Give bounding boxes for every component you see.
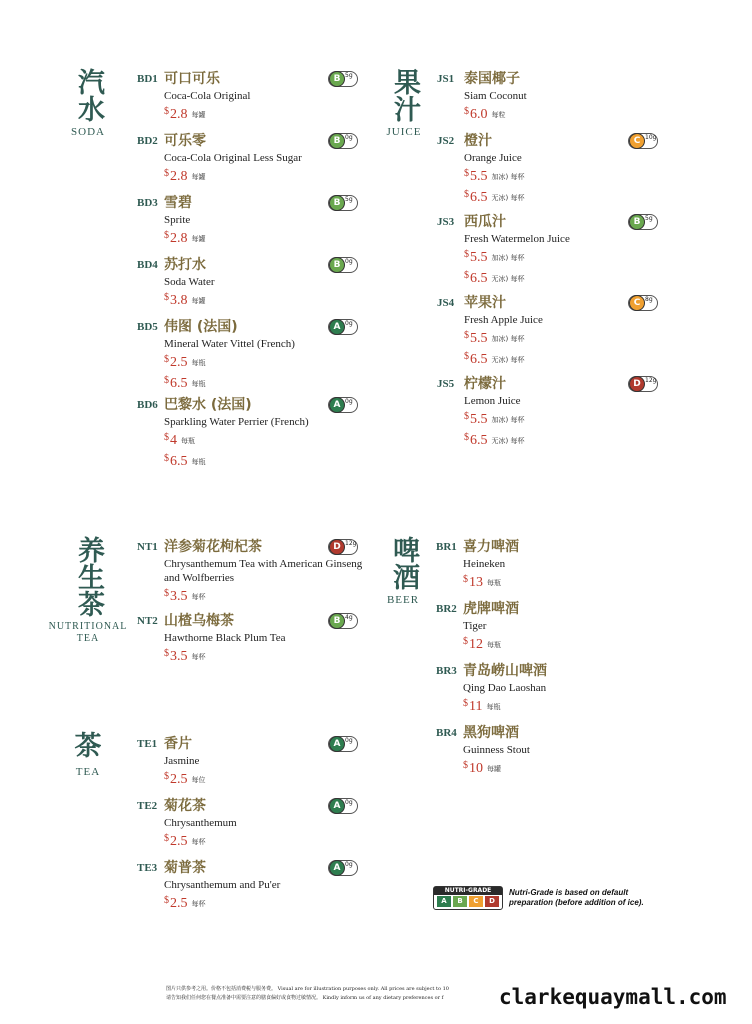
item-cn-name: 苏打水	[164, 257, 206, 273]
section-en: BEER	[386, 594, 420, 606]
nutri-grade-letter: B	[629, 214, 645, 230]
currency-symbol: $	[463, 636, 468, 647]
price-amount: 2.5	[170, 355, 188, 370]
item-cn-name: 雪碧	[164, 195, 192, 211]
price-amount: 2.8	[170, 169, 188, 184]
nutri-grade-badge	[328, 71, 358, 87]
sugar-grams: 12g	[645, 377, 657, 384]
disclaimer-line-2: 请告知我们任何您在餐点准备中需要注意的膳食偏好或食物过敏情况。 Kindly inform us of any dietary preferences or f	[166, 995, 444, 1001]
nutri-grade-letter: C	[629, 295, 645, 311]
price-amount: 6.0	[470, 107, 488, 122]
item-code: BR1	[436, 541, 457, 553]
currency-symbol: $	[164, 895, 169, 906]
price-line	[464, 246, 679, 267]
item-en-name: Coca-Cola Original	[164, 90, 251, 102]
nutri-grade-letter: A	[329, 736, 345, 752]
nutri-grade-letter: C	[629, 133, 645, 149]
item-en-name: Hawthorne Black Plum Tea	[164, 632, 286, 644]
price-note: 每罐	[191, 111, 206, 119]
price-amount: 2.5	[170, 772, 188, 787]
price-line	[164, 429, 379, 450]
item-code: BD6	[137, 399, 158, 411]
item-en-name: Qing Dao Laoshan	[463, 682, 547, 694]
section-en: SODA	[71, 126, 105, 138]
price-line	[164, 450, 379, 471]
item-en-name: Sprite	[164, 214, 191, 226]
item-cn-name: 香片	[164, 736, 192, 752]
item-cn-name: 伟图 (法国)	[164, 319, 238, 335]
price-note: 每杯	[191, 900, 206, 908]
item-code: BD2	[137, 135, 158, 147]
item-en-name: Guinness Stout	[463, 744, 530, 756]
price-note: 每瓶	[487, 579, 501, 587]
item-cn-name: 西瓜汁	[464, 214, 506, 230]
currency-symbol: $	[164, 648, 169, 659]
price-amount: 2.8	[170, 231, 188, 246]
item-en-name: Orange Juice	[464, 152, 522, 164]
price-line	[164, 645, 379, 666]
section-cn: 汽水	[73, 68, 104, 122]
price-amount: 6.5	[170, 376, 188, 391]
price-amount: 3.5	[170, 649, 188, 664]
currency-symbol: $	[464, 168, 469, 179]
nutri-grade-badge	[628, 214, 658, 230]
section-beer-title	[383, 536, 423, 606]
price-amount: 6.5	[470, 433, 488, 448]
currency-symbol: $	[464, 106, 469, 117]
item-cn-name: 苹果汁	[464, 295, 506, 311]
price-note: 每瓶	[487, 641, 501, 649]
disclaimer	[166, 985, 488, 1003]
price-amount: 3.8	[170, 293, 188, 308]
currency-symbol: $	[464, 330, 469, 341]
price-line	[463, 695, 678, 716]
price-line	[463, 571, 678, 592]
price-amount: 3.5	[170, 589, 188, 604]
item-cn-name: 菊花茶	[164, 798, 206, 814]
nutri-grade-letter: B	[329, 613, 345, 629]
nutri-grade-legend	[433, 886, 503, 910]
currency-symbol: $	[164, 292, 169, 303]
sugar-grams: 5g	[345, 196, 353, 203]
price-line	[164, 165, 379, 186]
item-en-name: Sparkling Water Perrier (French)	[164, 416, 309, 428]
price-line	[164, 768, 379, 789]
item-body	[463, 725, 678, 778]
nutri-grade-badge	[628, 295, 658, 311]
item-code: NT1	[137, 541, 158, 553]
item-code: BR2	[436, 603, 457, 615]
item-cn-name: 喜力啤酒	[463, 539, 519, 555]
section-en: NUTRITIONAL	[48, 621, 128, 632]
item-body	[463, 663, 678, 716]
sugar-grams: 0g	[345, 398, 353, 405]
nutri-grade-badge	[628, 133, 658, 149]
currency-symbol: $	[164, 106, 169, 117]
item-en-name: Fresh Apple Juice	[464, 314, 543, 326]
nutri-grade-letter: A	[329, 319, 345, 335]
price-note: 每杯	[191, 653, 206, 661]
legend-grade-d: D	[485, 896, 499, 907]
item-cn-name: 可乐零	[164, 133, 206, 149]
price-note: 无冰) 每杯	[491, 437, 525, 445]
price-note: 每罐	[487, 765, 501, 773]
sugar-grams: 0g	[345, 799, 353, 806]
price-note: 每罐	[191, 173, 206, 181]
price-note: 加冰) 每杯	[491, 173, 525, 181]
sugar-grams: 12g	[345, 540, 357, 547]
price-line	[464, 267, 679, 288]
currency-symbol: $	[164, 588, 169, 599]
item-cn-name: 柠檬汁	[464, 376, 506, 392]
section-en: TEA	[75, 766, 101, 778]
section-en: JUICE	[386, 126, 422, 138]
section-cn: 果汁	[389, 68, 420, 122]
item-cn-name: 可口可乐	[164, 71, 220, 87]
price-note: 加冰) 每杯	[491, 254, 525, 262]
item-code: JS5	[437, 378, 455, 390]
item-body	[464, 71, 679, 124]
price-note: 每罐	[191, 297, 206, 305]
item-cn-name: 菊普茶	[164, 860, 206, 876]
item-code: JS2	[437, 135, 455, 147]
currency-symbol: $	[464, 351, 469, 362]
item-code: BD4	[137, 259, 158, 271]
section-en: TEA	[76, 633, 100, 644]
price-note: 加冰) 每杯	[491, 416, 525, 424]
price-amount: 5.5	[470, 412, 488, 427]
nutri-grade-letter: A	[329, 397, 345, 413]
item-en-name: Chrysanthemum	[164, 817, 237, 829]
price-line	[463, 633, 678, 654]
price-amount: 5.5	[470, 331, 488, 346]
sugar-grams: 4g	[345, 614, 353, 621]
price-line	[464, 408, 679, 429]
nutri-grade-badge	[328, 257, 358, 273]
price-amount: 2.5	[170, 834, 188, 849]
nutri-grade-letter: A	[329, 798, 345, 814]
price-line	[464, 103, 679, 124]
price-note: 每杯	[191, 838, 206, 846]
sugar-grams: 0g	[345, 737, 353, 744]
price-line	[164, 830, 379, 851]
price-amount: 10	[469, 761, 483, 776]
section-cn: 养生茶	[73, 536, 104, 617]
item-en-name: Siam Coconut	[464, 90, 527, 102]
price-amount: 5.5	[470, 250, 488, 265]
price-line	[164, 103, 379, 124]
legend-header: NUTRI-GRADE	[434, 887, 502, 895]
price-amount: 6.5	[470, 271, 488, 286]
price-note: 加冰) 每杯	[491, 335, 525, 343]
price-line	[164, 289, 379, 310]
sugar-grams: 0g	[345, 320, 353, 327]
price-line	[464, 165, 679, 186]
price-amount: 2.5	[170, 896, 188, 911]
section-juice-title	[384, 68, 424, 138]
currency-symbol: $	[464, 411, 469, 422]
price-note: 每位	[191, 776, 206, 784]
currency-symbol: $	[164, 432, 169, 443]
item-cn-name: 青岛崂山啤酒	[463, 663, 547, 679]
nutri-grade-badge	[328, 798, 358, 814]
currency-symbol: $	[464, 432, 469, 443]
nutri-grade-letter: A	[329, 860, 345, 876]
item-en-name: Lemon Juice	[464, 395, 521, 407]
price-line	[164, 351, 379, 372]
currency-symbol: $	[464, 249, 469, 260]
item-code: BR3	[436, 665, 457, 677]
nutri-grade-letter: B	[329, 133, 345, 149]
item-code: TE3	[137, 862, 158, 874]
item-code: BR4	[436, 727, 457, 739]
item-code: BD5	[137, 321, 158, 333]
price-note: 每杯	[191, 593, 206, 601]
legend-grade-c: C	[469, 896, 483, 907]
currency-symbol: $	[463, 574, 468, 585]
price-amount: 6.5	[470, 190, 488, 205]
item-en-name: Jasmine	[164, 755, 200, 767]
sugar-grams: 0g	[345, 861, 353, 868]
item-en-name: Fresh Watermelon Juice	[464, 233, 570, 245]
price-line	[463, 757, 678, 778]
item-cn-name: 山楂乌梅茶	[164, 613, 234, 629]
item-cn-name: 洋参菊花枸杞茶	[164, 539, 262, 555]
item-en-name: Heineken	[463, 558, 506, 570]
item-en-name: Mineral Water Vittel (French)	[164, 338, 295, 350]
item-code: JS4	[437, 297, 455, 309]
nutri-grade-badge	[628, 376, 658, 392]
price-line	[464, 186, 679, 207]
price-amount: 2.8	[170, 107, 188, 122]
currency-symbol: $	[464, 270, 469, 281]
nutri-grade-badge	[328, 195, 358, 211]
price-note: 无冰) 每杯	[491, 275, 525, 283]
price-note: 无冰) 每杯	[491, 356, 525, 364]
item-en-name: Chrysanthemum and Pu'er	[164, 879, 281, 891]
sugar-grams: 10g	[645, 134, 657, 141]
nutri-grade-letter: D	[629, 376, 645, 392]
section-soda-title	[68, 68, 108, 138]
price-note: 每瓶	[181, 437, 195, 445]
price-line	[164, 585, 379, 606]
currency-symbol: $	[164, 168, 169, 179]
price-note: 每瓶	[191, 359, 206, 367]
price-note: 每瓶	[191, 458, 206, 466]
sugar-grams: 0g	[345, 134, 353, 141]
item-code: TE1	[137, 738, 158, 750]
nutri-grade-badge	[328, 539, 358, 555]
price-note: 每粒	[491, 111, 506, 119]
legend-note: Nutri-Grade is based on default preparation (before addition of ice).	[509, 888, 644, 907]
price-note: 每罐	[191, 235, 206, 243]
price-note: 每瓶	[486, 703, 501, 711]
section-tea-title	[68, 732, 108, 778]
price-line	[164, 227, 379, 248]
price-line	[164, 372, 379, 393]
item-cn-name: 虎牌啤酒	[463, 601, 519, 617]
item-code: NT2	[137, 615, 158, 627]
price-amount: 4	[170, 433, 177, 448]
legend-grade-a: A	[437, 896, 451, 907]
legend-grades	[434, 895, 502, 908]
nutri-grade-badge	[328, 397, 358, 413]
price-note: 每瓶	[191, 380, 206, 388]
section-cn: 啤酒	[388, 536, 419, 590]
item-code: TE2	[137, 800, 158, 812]
disclaimer-line-1: 图片只供参考之用。价格不包括消费税与服务费。 Visual are for illustration purposes only. All prices are subject to 10	[166, 986, 449, 992]
price-line	[464, 327, 679, 348]
currency-symbol: $	[463, 698, 468, 709]
sugar-grams: 8g	[645, 296, 653, 303]
nutri-grade-badge	[328, 613, 358, 629]
item-en-name: Soda Water	[164, 276, 215, 288]
item-cn-name: 黑狗啤酒	[463, 725, 519, 741]
sugar-grams: 5g	[345, 72, 353, 79]
sugar-grams: 5g	[645, 215, 653, 222]
price-amount: 6.5	[470, 352, 488, 367]
currency-symbol: $	[164, 375, 169, 386]
nutri-grade-letter: B	[329, 71, 345, 87]
nutri-grade-letter: B	[329, 195, 345, 211]
item-code: BD1	[137, 73, 158, 85]
currency-symbol: $	[164, 453, 169, 464]
price-amount: 5.5	[470, 169, 488, 184]
item-cn-name: 泰国椰子	[464, 71, 520, 87]
currency-symbol: $	[464, 189, 469, 200]
currency-symbol: $	[164, 771, 169, 782]
watermark: clarkequaymall.com	[495, 983, 731, 1011]
item-en-name: Tiger	[463, 620, 487, 632]
nutri-grade-badge	[328, 736, 358, 752]
currency-symbol: $	[164, 833, 169, 844]
legend-grade-b: B	[453, 896, 467, 907]
nutri-grade-letter: D	[329, 539, 345, 555]
nutri-grade-badge	[328, 319, 358, 335]
price-amount: 12	[469, 637, 483, 652]
item-code: JS1	[437, 73, 455, 85]
section-cn: 茶	[74, 731, 102, 762]
price-amount: 6.5	[170, 454, 188, 469]
item-cn-name: 橙汁	[464, 133, 492, 149]
item-body	[463, 601, 678, 654]
item-en-name: Coca-Cola Original Less Sugar	[164, 152, 302, 164]
price-amount: 13	[469, 575, 483, 590]
price-note: 无冰) 每杯	[491, 194, 525, 202]
price-amount: 11	[469, 699, 483, 714]
price-line	[464, 429, 679, 450]
nutri-grade-badge	[328, 133, 358, 149]
sugar-grams: 0g	[345, 258, 353, 265]
item-code: JS3	[437, 216, 455, 228]
item-cn-name: 巴黎水 (法国)	[164, 397, 252, 413]
item-code: BD3	[137, 197, 158, 209]
price-line	[164, 892, 379, 913]
price-line	[464, 348, 679, 369]
nutri-grade-badge	[328, 860, 358, 876]
currency-symbol: $	[463, 760, 468, 771]
currency-symbol: $	[164, 230, 169, 241]
item-body	[463, 539, 678, 592]
currency-symbol: $	[164, 354, 169, 365]
item-en-name: Chrysanthemum Tea with American Ginseng and Wolfberries	[164, 558, 363, 584]
section-nutritional-title	[44, 536, 132, 645]
nutri-grade-letter: B	[329, 257, 345, 273]
